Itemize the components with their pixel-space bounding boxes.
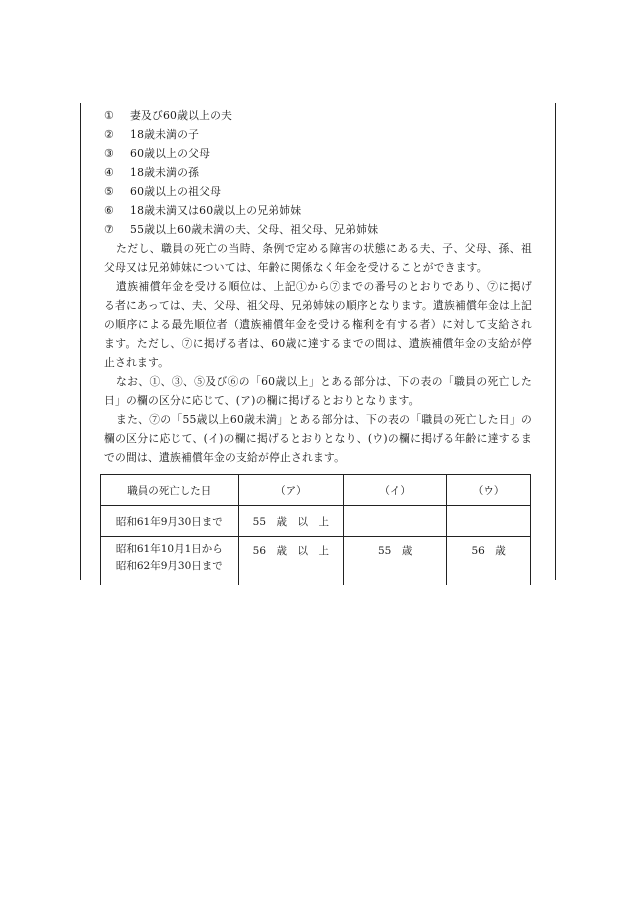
cell-c: 56 歳 bbox=[447, 537, 531, 586]
frame-right-border bbox=[555, 103, 556, 580]
paragraph-priority-order: 遺族補償年金を受ける順位は、上記①から⑦までの番号のとおりであり、⑦に掲げる者にあっては、夫、父母、祖父母、兄弟姉妹の順序となります。遺族補償年金は上記の順序による最先順位者（遺族補償年金を受ける権利を有する者）に対して支給されます。ただし、⑦に掲げる者は、60歳に達するまでの間は、遺族補償年金の支給が停止されます。 bbox=[104, 280, 532, 369]
list-item-number: ⑦ bbox=[104, 223, 114, 236]
list-item-number: ⑥ bbox=[104, 204, 114, 217]
frame-left-border bbox=[80, 103, 81, 580]
cell-date bbox=[101, 537, 239, 586]
header-c: （ウ） bbox=[447, 475, 531, 506]
table-row bbox=[101, 506, 531, 537]
list-item-number: ③ bbox=[104, 147, 114, 160]
list-item-number: ① bbox=[104, 109, 114, 122]
paragraph-note-b-c: また、⑦の「55歳以上60歳未満」とある部分は、下の表の「職員の死亡した日」の欄の区分に応じて、(イ)の欄に掲げるとおりとなり、(ウ)の欄に掲げる年齢に達するまでの間は、遺族補償年金の支給が停止されます。 bbox=[104, 413, 532, 464]
cell-a: 56 歳 以 上 bbox=[238, 537, 343, 586]
list-item-number: ④ bbox=[104, 166, 114, 179]
header-b: （イ） bbox=[344, 475, 447, 506]
table-header-row bbox=[101, 475, 531, 506]
paragraph-disability-note: ただし、職員の死亡の当時、条例で定める障害の状態にある夫、子、父母、孫、祖父母又は兄弟姉妹については、年齢に関係なく年金を受けることができます。 bbox=[104, 242, 532, 274]
cell-c bbox=[447, 506, 531, 537]
list-item-text: 55歳以上60歳未満の夫、父母、祖父母、兄弟姉妹 bbox=[130, 223, 379, 236]
cell-b: 55 歳 bbox=[344, 537, 447, 586]
cell-a: 55 歳 以 上 bbox=[238, 506, 343, 537]
cell-date: 昭和61年9月30日まで bbox=[101, 506, 239, 537]
cell-date-line2: 昭和62年9月30日まで bbox=[115, 560, 223, 572]
list-item bbox=[104, 182, 532, 201]
list-item bbox=[104, 106, 532, 125]
list-item-text: 妻及び60歳以上の夫 bbox=[130, 109, 233, 122]
list-item bbox=[104, 144, 532, 163]
header-a: （ア） bbox=[238, 475, 343, 506]
list-item-text: 18歳未満の子 bbox=[130, 128, 200, 141]
list-item-text: 60歳以上の祖父母 bbox=[130, 185, 222, 198]
list-item bbox=[104, 163, 532, 182]
eligibility-list bbox=[104, 106, 532, 239]
list-item bbox=[104, 201, 532, 220]
table-row bbox=[101, 537, 531, 586]
cell-date-line1: 昭和61年10月1日から bbox=[115, 543, 223, 555]
age-table bbox=[100, 474, 531, 585]
list-item bbox=[104, 220, 532, 239]
list-item-text: 60歳以上の父母 bbox=[130, 147, 211, 160]
header-death-date: 職員の死亡した日 bbox=[101, 475, 239, 506]
cell-b bbox=[344, 506, 447, 537]
list-item-text: 18歳未満又は60歳以上の兄弟姉妹 bbox=[130, 204, 302, 217]
list-item bbox=[104, 125, 532, 144]
list-item-number: ⑤ bbox=[104, 185, 114, 198]
list-item-text: 18歳未満の孫 bbox=[130, 166, 200, 179]
document-body bbox=[104, 106, 532, 467]
list-item-number: ② bbox=[104, 128, 114, 141]
paragraph-note-a: なお、①、③、⑤及び⑥の「60歳以上」とある部分は、下の表の「職員の死亡した日」の欄の区分に応じて、(ア)の欄に掲げるとおりとなります。 bbox=[104, 375, 532, 407]
